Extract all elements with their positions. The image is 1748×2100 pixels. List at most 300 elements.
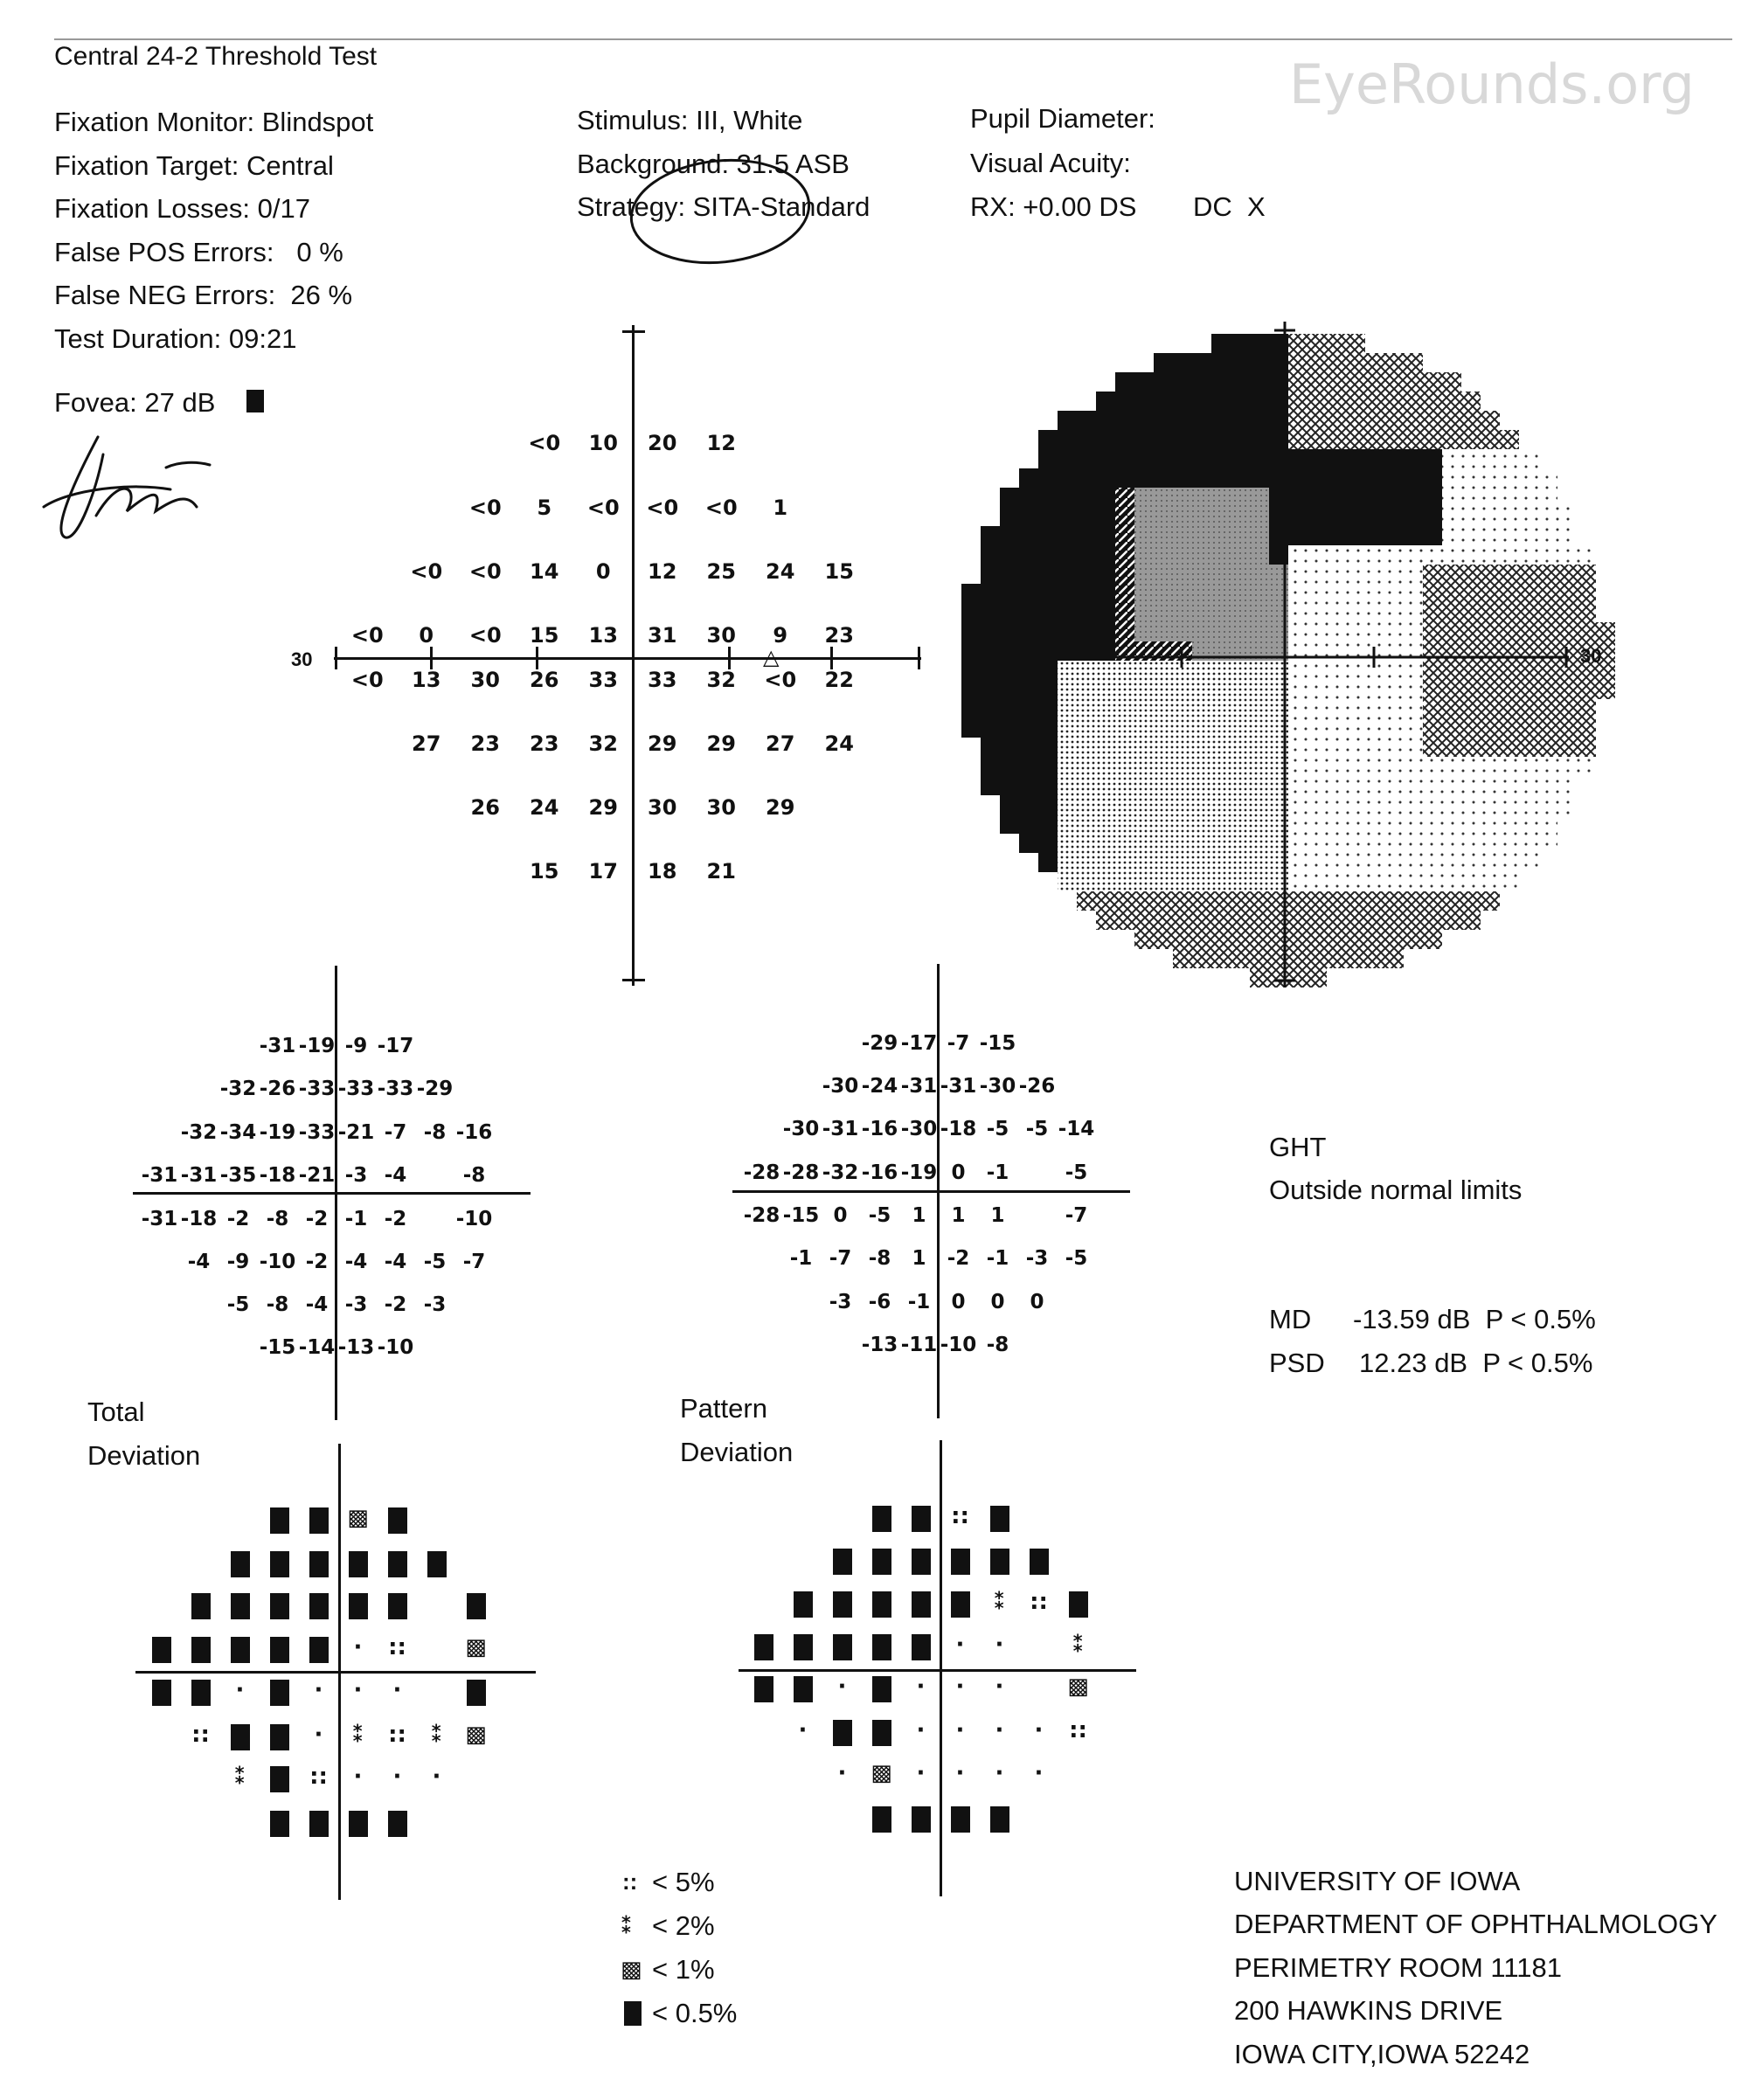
grayscale-cell bbox=[1000, 795, 1019, 814]
total-deviation-value: -8 bbox=[266, 1208, 289, 1230]
prob-block-icon bbox=[388, 1551, 407, 1577]
prob-block-icon bbox=[833, 1591, 852, 1618]
grayscale-cell bbox=[1096, 565, 1115, 584]
grayscale-cell bbox=[1019, 603, 1038, 622]
prob-normal-dot-icon: · bbox=[1034, 1717, 1044, 1743]
grayscale-cell bbox=[1077, 680, 1096, 699]
grayscale-cell bbox=[1461, 526, 1481, 545]
pattern-deviation-value: -15 bbox=[782, 1204, 820, 1227]
grayscale-cell bbox=[1019, 834, 1038, 853]
grayscale-cell bbox=[1308, 661, 1327, 680]
grayscale-cell bbox=[1192, 603, 1211, 622]
prob-block-icon bbox=[1030, 1549, 1049, 1575]
grayscale-cell bbox=[1096, 776, 1115, 795]
grayscale-cell bbox=[1384, 488, 1404, 507]
grayscale-cell bbox=[1058, 603, 1077, 622]
grayscale-cell bbox=[1134, 392, 1154, 411]
grayscale-cell bbox=[1384, 584, 1404, 603]
threshold-value: 24 bbox=[766, 559, 795, 584]
grayscale-cell bbox=[1423, 372, 1442, 392]
grayscale-cell bbox=[1500, 603, 1519, 622]
grayscale-cell bbox=[1404, 853, 1423, 872]
prob-normal-dot-icon: · bbox=[432, 1764, 441, 1790]
prob-normal-dot-icon: · bbox=[235, 1677, 245, 1703]
grayscale-cell bbox=[1038, 507, 1058, 526]
grayscale-cell bbox=[1404, 545, 1423, 565]
grayscale-cell bbox=[1365, 795, 1384, 814]
grayscale-cell bbox=[1154, 891, 1173, 911]
grayscale-cell bbox=[1423, 834, 1442, 853]
grayscale-cell bbox=[1077, 891, 1096, 911]
info-stimulus: Stimulus: III, White bbox=[577, 105, 803, 135]
grayscale-cell bbox=[1154, 392, 1173, 411]
grayscale-cell bbox=[1019, 776, 1038, 795]
grayscale-cell bbox=[1173, 565, 1192, 584]
grayscale-cell bbox=[1461, 545, 1481, 565]
grayscale-cell bbox=[1250, 430, 1269, 449]
grayscale-cell bbox=[1288, 411, 1308, 430]
address-line-2: DEPARTMENT OF OPHTHALMOLOGY bbox=[1234, 1909, 1717, 1939]
grayscale-cell bbox=[1365, 911, 1384, 930]
pattern-dev-h-axis bbox=[732, 1190, 1130, 1193]
pattern-deviation-value: -26 bbox=[1018, 1075, 1056, 1098]
prob-block-icon bbox=[309, 1551, 329, 1577]
grayscale-cell bbox=[1365, 392, 1384, 411]
grayscale-cell bbox=[1173, 545, 1192, 565]
grayscale-cell bbox=[1000, 680, 1019, 699]
grayscale-cell bbox=[1134, 584, 1154, 603]
grayscale-cell bbox=[1000, 738, 1019, 757]
grayscale-cell bbox=[1461, 699, 1481, 718]
grayscale-cell bbox=[1557, 738, 1577, 757]
pattern-deviation-value: -28 bbox=[743, 1204, 780, 1227]
total-deviation-value: -1 bbox=[344, 1208, 368, 1230]
grayscale-cell bbox=[1250, 872, 1269, 891]
grayscale-cell bbox=[1461, 891, 1481, 911]
grayscale-cell bbox=[1250, 891, 1269, 911]
prob-normal-dot-icon: · bbox=[353, 1764, 363, 1790]
total-deviation-value: -9 bbox=[344, 1035, 368, 1057]
grayscale-cell bbox=[1154, 834, 1173, 853]
prob-5pct-icon: :: bbox=[1069, 1717, 1087, 1743]
pattern-deviation-value: -16 bbox=[861, 1161, 898, 1184]
grayscale-cell bbox=[1461, 738, 1481, 757]
grayscale-cell bbox=[1365, 545, 1384, 565]
total-deviation-value: -3 bbox=[423, 1293, 447, 1316]
total-title-line1: Total bbox=[87, 1397, 145, 1427]
grayscale-cell bbox=[1250, 507, 1269, 526]
grayscale-cell bbox=[1154, 911, 1173, 930]
grayscale-cell bbox=[1423, 776, 1442, 795]
address-line-1: UNIVERSITY OF IOWA bbox=[1234, 1866, 1521, 1896]
grayscale-cell bbox=[1404, 699, 1423, 718]
prob-normal-dot-icon: · bbox=[995, 1632, 1004, 1658]
grayscale-cell bbox=[1173, 680, 1192, 699]
grayscale-cell bbox=[1173, 507, 1192, 526]
grayscale-cell bbox=[1231, 392, 1250, 411]
grayscale-cell bbox=[1019, 468, 1038, 488]
grayscale-cell bbox=[1384, 565, 1404, 584]
grayscale-cell bbox=[1000, 776, 1019, 795]
grayscale-cell bbox=[1423, 430, 1442, 449]
grayscale-cell bbox=[1384, 372, 1404, 392]
grayscale-cell bbox=[1211, 526, 1231, 545]
grayscale-cell bbox=[1500, 776, 1519, 795]
prob-block-icon bbox=[912, 1634, 931, 1660]
grayscale-cell bbox=[1346, 738, 1365, 757]
grayscale-cell bbox=[1231, 891, 1250, 911]
grayscale-cell bbox=[1461, 872, 1481, 891]
grayscale-cell bbox=[1077, 661, 1096, 680]
grayscale-cell bbox=[1519, 488, 1538, 507]
threshold-value: 20 bbox=[648, 431, 677, 455]
grayscale-cell bbox=[1000, 526, 1019, 545]
grayscale-cell bbox=[1250, 622, 1269, 641]
prob-block-icon bbox=[191, 1680, 211, 1706]
grayscale-cell bbox=[1173, 911, 1192, 930]
grayscale-cell bbox=[1442, 392, 1461, 411]
grayscale-cell bbox=[1288, 834, 1308, 853]
prob-block-icon bbox=[231, 1551, 250, 1577]
threshold-value: <0 bbox=[410, 559, 443, 584]
total-deviation-value: -3 bbox=[344, 1293, 368, 1316]
grayscale-cell bbox=[1231, 795, 1250, 814]
grayscale-cell bbox=[1519, 853, 1538, 872]
grayscale-cell bbox=[1365, 411, 1384, 430]
grayscale-cell bbox=[1346, 392, 1365, 411]
grayscale-cell bbox=[1288, 795, 1308, 814]
prob-block-icon bbox=[794, 1591, 813, 1618]
grayscale-cell bbox=[1096, 603, 1115, 622]
prob-5pct-icon: :: bbox=[309, 1764, 328, 1790]
grayscale-cell bbox=[1288, 891, 1308, 911]
grayscale-cell bbox=[1384, 468, 1404, 488]
grayscale-cell bbox=[1154, 372, 1173, 392]
grayscale-cell bbox=[1077, 699, 1096, 718]
grayscale-cell bbox=[1404, 526, 1423, 545]
grayscale-cell bbox=[1058, 738, 1077, 757]
grayscale-cell bbox=[1288, 565, 1308, 584]
prob-block-icon bbox=[309, 1637, 329, 1663]
threshold-value: 29 bbox=[648, 731, 677, 756]
grayscale-cell bbox=[1211, 545, 1231, 565]
grayscale-cell bbox=[1384, 911, 1404, 930]
grayscale-cell bbox=[1192, 584, 1211, 603]
total-deviation-value: -16 bbox=[455, 1121, 493, 1144]
pattern-deviation-value: -30 bbox=[822, 1075, 859, 1098]
grayscale-cell bbox=[1538, 488, 1557, 507]
grayscale-cell bbox=[1000, 507, 1019, 526]
prob-normal-dot-icon: · bbox=[916, 1760, 926, 1786]
grayscale-cell bbox=[1365, 930, 1384, 949]
grayscale-cell bbox=[1461, 718, 1481, 738]
grayscale-cell bbox=[1173, 449, 1192, 468]
total-deviation-value: -31 bbox=[141, 1208, 178, 1230]
threshold-value: 23 bbox=[470, 731, 500, 756]
grayscale-cell bbox=[1557, 776, 1577, 795]
threshold-value: 26 bbox=[470, 795, 500, 820]
grayscale-cell bbox=[981, 738, 1000, 757]
grayscale-cell bbox=[1250, 488, 1269, 507]
grayscale-cell bbox=[1308, 738, 1327, 757]
info-visual-acuity: Visual Acuity: bbox=[970, 148, 1131, 178]
grayscale-cell bbox=[1461, 565, 1481, 584]
grayscale-cell bbox=[1557, 699, 1577, 718]
grayscale-cell bbox=[1173, 372, 1192, 392]
grayscale-cell bbox=[1461, 834, 1481, 853]
grayscale-cell bbox=[1404, 718, 1423, 738]
prob-normal-dot-icon: · bbox=[955, 1674, 965, 1700]
grayscale-cell bbox=[1346, 584, 1365, 603]
grayscale-cell bbox=[1327, 449, 1346, 468]
grayscale-cell bbox=[981, 545, 1000, 565]
threshold-value: 18 bbox=[648, 859, 677, 884]
total-deviation-value: -3 bbox=[344, 1164, 368, 1187]
legend-label-05: < 0.5% bbox=[652, 1998, 738, 2028]
prob-block-icon bbox=[990, 1806, 1009, 1833]
grayscale-cell bbox=[1346, 776, 1365, 795]
grayscale-cell bbox=[1461, 757, 1481, 776]
grayscale-cell bbox=[1231, 411, 1250, 430]
pattern-deviation-value: -16 bbox=[861, 1118, 898, 1140]
grayscale-cell bbox=[1115, 449, 1134, 468]
grayscale-cell bbox=[1288, 372, 1308, 392]
grayscale-cell bbox=[1096, 891, 1115, 911]
grayscale-cell bbox=[1192, 834, 1211, 853]
threshold-value: 26 bbox=[530, 668, 559, 692]
grayscale-cell bbox=[1288, 718, 1308, 738]
total-deviation-value: -2 bbox=[305, 1208, 329, 1230]
grayscale-cell bbox=[1288, 507, 1308, 526]
grayscale-cell bbox=[1308, 795, 1327, 814]
grayscale-cell bbox=[1115, 603, 1134, 622]
grayscale-cell bbox=[1154, 507, 1173, 526]
grayscale-cell bbox=[1038, 795, 1058, 814]
grayscale-cell bbox=[1346, 757, 1365, 776]
prob-block-icon bbox=[231, 1724, 250, 1750]
total-deviation-value: -4 bbox=[344, 1251, 368, 1273]
grayscale-cell bbox=[1134, 603, 1154, 622]
grayscale-cell bbox=[1481, 834, 1500, 853]
pattern-deviation-value: -1 bbox=[907, 1291, 931, 1313]
grayscale-cell bbox=[1577, 757, 1596, 776]
grayscale-cell bbox=[1500, 757, 1519, 776]
prob-normal-dot-icon: · bbox=[798, 1717, 808, 1743]
grayscale-cell bbox=[1077, 411, 1096, 430]
grayscale-cell bbox=[1442, 911, 1461, 930]
grayscale-cell bbox=[1038, 565, 1058, 584]
prob-block-icon bbox=[990, 1549, 1009, 1575]
grayscale-cell bbox=[1000, 757, 1019, 776]
grayscale-cell bbox=[1557, 795, 1577, 814]
grayscale-cell bbox=[1346, 565, 1365, 584]
grayscale-cell bbox=[1461, 795, 1481, 814]
prob-2pct-icon: ⁑ bbox=[233, 1764, 246, 1790]
grayscale-cell bbox=[1288, 911, 1308, 930]
grayscale-cell bbox=[1288, 757, 1308, 776]
info-strategy: Strategy: SITA-Standard bbox=[577, 191, 871, 222]
grayscale-cell bbox=[1365, 718, 1384, 738]
grayscale-cell bbox=[961, 680, 981, 699]
grayscale-cell bbox=[1096, 872, 1115, 891]
grayscale-cell bbox=[1231, 507, 1250, 526]
legend-symbol-2: ⁑ bbox=[621, 1912, 633, 1938]
grayscale-cell bbox=[1231, 872, 1250, 891]
grayscale-cell bbox=[1346, 872, 1365, 891]
grayscale-cell bbox=[1096, 430, 1115, 449]
grayscale-cell bbox=[1538, 718, 1557, 738]
grayscale-cell bbox=[1557, 526, 1577, 545]
prob-block-icon bbox=[872, 1506, 891, 1532]
pattern-deviation-value: -8 bbox=[868, 1247, 891, 1270]
grayscale-cell bbox=[1538, 584, 1557, 603]
prob-normal-dot-icon: · bbox=[955, 1717, 965, 1743]
grayscale-cell bbox=[1577, 718, 1596, 738]
grayscale-cell bbox=[1019, 661, 1038, 680]
info-test-duration: Test Duration: 09:21 bbox=[54, 323, 297, 354]
total-deviation-value: -33 bbox=[377, 1078, 414, 1100]
grayscale-cell bbox=[1365, 353, 1384, 372]
grayscale-cell bbox=[1173, 853, 1192, 872]
grayscale-cell bbox=[1557, 757, 1577, 776]
grayscale-cell bbox=[1308, 545, 1327, 565]
grayscale-cell bbox=[1461, 468, 1481, 488]
grayscale-cell bbox=[1173, 392, 1192, 411]
grayscale-cell bbox=[1519, 795, 1538, 814]
grayscale-cell bbox=[1077, 545, 1096, 565]
pattern-deviation-value: -30 bbox=[979, 1075, 1016, 1098]
prob-5pct-icon: :: bbox=[1030, 1589, 1048, 1615]
grayscale-cell bbox=[1519, 565, 1538, 584]
grayscale-cell bbox=[1288, 430, 1308, 449]
grayscale-cell bbox=[1134, 661, 1154, 680]
prob-block-icon bbox=[152, 1680, 171, 1706]
grayscale-cell bbox=[1481, 661, 1500, 680]
grayscale-cell bbox=[1384, 622, 1404, 641]
grayscale-cell bbox=[1250, 814, 1269, 834]
threshold-value: <0 bbox=[468, 559, 502, 584]
grayscale-cell bbox=[1173, 795, 1192, 814]
grayscale-cell bbox=[1250, 776, 1269, 795]
grayscale-cell bbox=[1038, 699, 1058, 718]
grayscale-cell bbox=[1250, 699, 1269, 718]
grayscale-cell bbox=[1077, 738, 1096, 757]
grayscale-cell bbox=[1308, 872, 1327, 891]
grayscale-cell bbox=[1327, 507, 1346, 526]
grayscale-cell bbox=[1173, 949, 1192, 968]
grayscale-cell bbox=[1404, 411, 1423, 430]
grayscale-cell bbox=[1115, 814, 1134, 834]
grayscale-cell bbox=[1154, 872, 1173, 891]
total-deviation-value: -2 bbox=[305, 1251, 329, 1273]
grayscale-cell bbox=[1481, 757, 1500, 776]
grayscale-cell bbox=[1019, 814, 1038, 834]
grayscale-cell bbox=[1404, 834, 1423, 853]
grayscale-cell bbox=[1346, 468, 1365, 488]
grayscale-cell bbox=[1096, 814, 1115, 834]
grayscale-cell bbox=[1077, 776, 1096, 795]
grayscale-cell bbox=[981, 718, 1000, 738]
grayscale-cell bbox=[1384, 661, 1404, 680]
pattern-deviation-value: -5 bbox=[1065, 1161, 1088, 1184]
grayscale-cell bbox=[1500, 468, 1519, 488]
grayscale-cell bbox=[1519, 622, 1538, 641]
grayscale-cell bbox=[1096, 834, 1115, 853]
grayscale-cell bbox=[1500, 545, 1519, 565]
grayscale-cell bbox=[1000, 718, 1019, 738]
grayscale-cell bbox=[1346, 449, 1365, 468]
total-deviation-value: -5 bbox=[423, 1251, 447, 1273]
grayscale-cell bbox=[1115, 488, 1134, 507]
grayscale-cell bbox=[1077, 853, 1096, 872]
grayscale-cell bbox=[1250, 468, 1269, 488]
grayscale-cell bbox=[961, 661, 981, 680]
grayscale-cell bbox=[1384, 795, 1404, 814]
grayscale-cell bbox=[1404, 430, 1423, 449]
grayscale-cell bbox=[1154, 411, 1173, 430]
grayscale-cell bbox=[1327, 603, 1346, 622]
prob-block-icon bbox=[388, 1593, 407, 1619]
grayscale-cell bbox=[1192, 353, 1211, 372]
grayscale-cell bbox=[1442, 814, 1461, 834]
total-deviation-value: -18 bbox=[259, 1164, 296, 1187]
grayscale-cell bbox=[1000, 814, 1019, 834]
grayscale-cell bbox=[1211, 814, 1231, 834]
grayscale-cell bbox=[1327, 680, 1346, 699]
total-title-line2: Deviation bbox=[87, 1440, 201, 1471]
threshold-value: 33 bbox=[588, 668, 618, 692]
grayscale-cell bbox=[1288, 872, 1308, 891]
threshold-value: 23 bbox=[530, 731, 559, 756]
grayscale-cell bbox=[1423, 738, 1442, 757]
grayscale-cell bbox=[1192, 565, 1211, 584]
pattern-deviation-value: -24 bbox=[861, 1075, 898, 1098]
pattern-deviation-value: -11 bbox=[900, 1334, 938, 1356]
grayscale-cell bbox=[1404, 372, 1423, 392]
prob-block-icon bbox=[754, 1676, 773, 1702]
pattern-deviation-value: -6 bbox=[868, 1291, 891, 1313]
grayscale-cell bbox=[1211, 853, 1231, 872]
grayscale-cell bbox=[1461, 814, 1481, 834]
grayscale-cell bbox=[1346, 680, 1365, 699]
grayscale-cell bbox=[1038, 526, 1058, 545]
grayscale-cell bbox=[1038, 545, 1058, 565]
total-deviation-value: -10 bbox=[377, 1336, 414, 1359]
grayscale-cell bbox=[1115, 661, 1134, 680]
grayscale-cell bbox=[1384, 449, 1404, 468]
grayscale-cell bbox=[1173, 488, 1192, 507]
grayscale-cell bbox=[1461, 853, 1481, 872]
grayscale-cell bbox=[1250, 949, 1269, 968]
grayscale-cell bbox=[1404, 353, 1423, 372]
grayscale-cell bbox=[1461, 584, 1481, 603]
grayscale-cell bbox=[1519, 738, 1538, 757]
grayscale-cell bbox=[1423, 392, 1442, 411]
pattern-deviation-value: -5 bbox=[1065, 1247, 1088, 1270]
grayscale-cell bbox=[1442, 776, 1461, 795]
grayscale-cell bbox=[1211, 334, 1231, 353]
grayscale-cell bbox=[981, 526, 1000, 545]
prob-block-icon bbox=[270, 1766, 289, 1792]
grayscale-cell bbox=[1134, 834, 1154, 853]
prob-block-icon bbox=[270, 1680, 289, 1706]
grayscale-cell bbox=[1250, 392, 1269, 411]
grayscale-cell bbox=[1442, 584, 1461, 603]
prob-block-icon bbox=[1069, 1591, 1088, 1618]
grayscale-cell bbox=[1038, 718, 1058, 738]
grayscale-cell bbox=[1442, 872, 1461, 891]
grayscale-cell bbox=[1231, 603, 1250, 622]
